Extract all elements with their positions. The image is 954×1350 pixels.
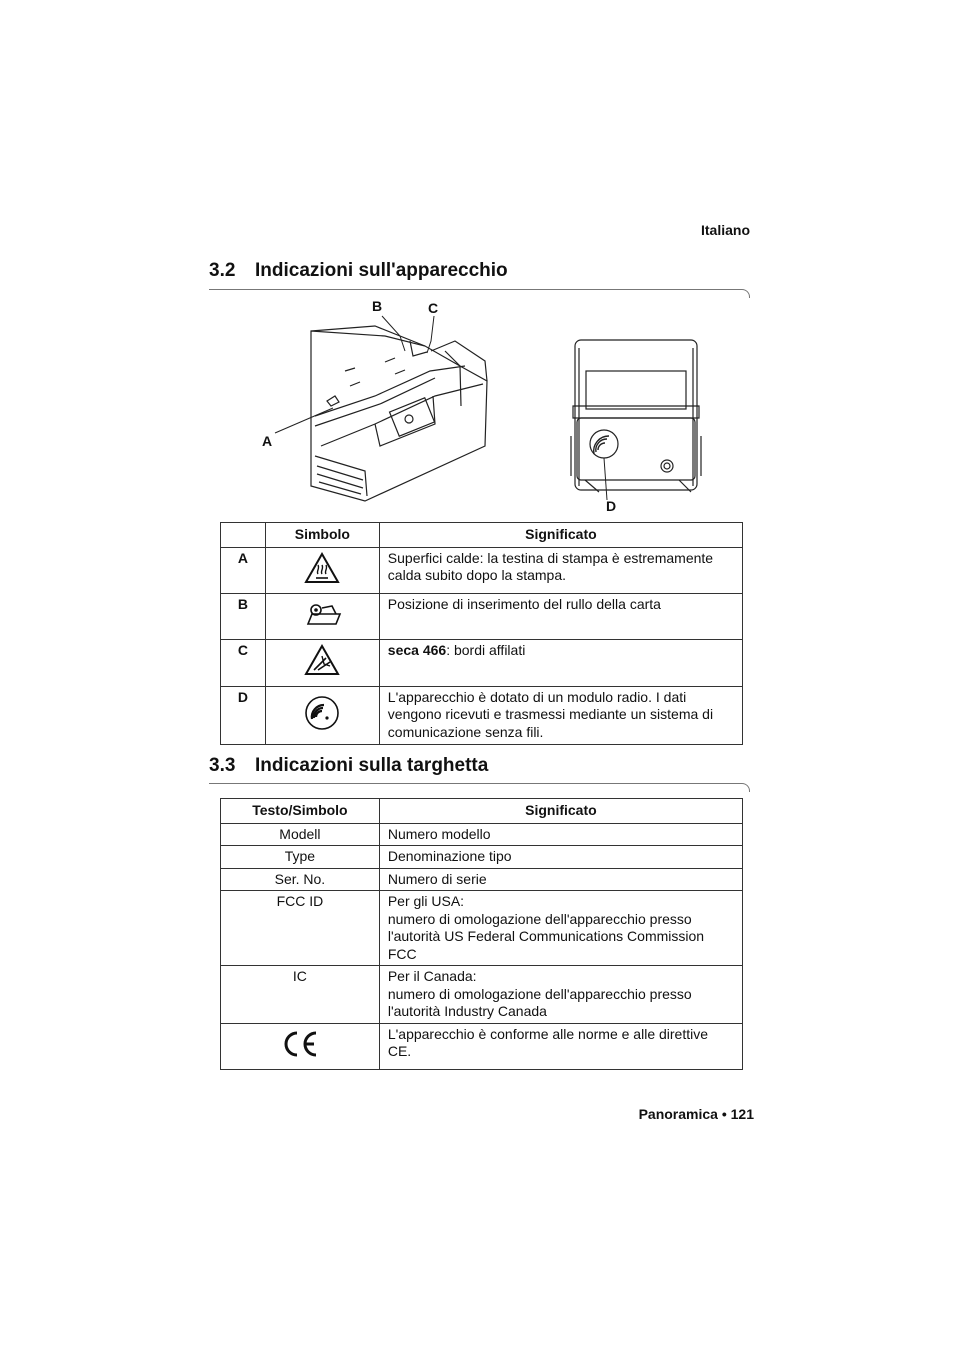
page-language-label: Italiano xyxy=(700,222,750,238)
row-label: FCC ID xyxy=(221,891,380,966)
column-header-meaning: Significato xyxy=(379,799,742,824)
callout-b: B xyxy=(372,298,383,314)
radio-module-icon xyxy=(265,686,379,744)
row-meaning: Posizione di inserimento del rullo della carta xyxy=(379,593,742,639)
section-rule xyxy=(209,783,750,792)
row-meaning: seca 466: bordi affilati xyxy=(379,639,742,686)
table-row xyxy=(221,593,743,639)
table-row xyxy=(221,891,743,966)
hot-surface-icon xyxy=(265,547,379,593)
row-meaning: Numero di serie xyxy=(379,868,742,891)
table-header-row xyxy=(221,799,743,824)
section-title: Indicazioni sulla targhetta xyxy=(255,755,489,776)
row-meaning: Superfici calde: la testina di stampa è estremamente calda subito dopo la stampa. xyxy=(379,547,742,593)
section-heading-3-2 xyxy=(209,260,508,282)
column-header xyxy=(221,523,266,548)
rating-plate-table xyxy=(220,798,743,1070)
row-meaning: L'apparecchio è conforme alle norme e alle direttive CE. xyxy=(379,1023,742,1069)
paper-roll-insert-icon xyxy=(265,593,379,639)
row-letter: A xyxy=(221,547,266,593)
table-header-row xyxy=(221,523,743,548)
row-letter: B xyxy=(221,593,266,639)
row-meaning: Per gli USA: numero di omologazione dell'apparecchio presso l'autorità US Federal Communications Commission FCC xyxy=(379,891,742,966)
section-number: 3.2 xyxy=(209,260,236,281)
table-row xyxy=(221,868,743,891)
row-label: Ser. No. xyxy=(221,868,380,891)
row-label: Modell xyxy=(221,823,380,846)
column-header-symbol: Simbolo xyxy=(265,523,379,548)
callout-d: D xyxy=(606,498,617,514)
table-row xyxy=(221,823,743,846)
row-meaning: Numero modello xyxy=(379,823,742,846)
section-number: 3.3 xyxy=(209,755,236,776)
section-heading-3-3 xyxy=(209,755,488,777)
table-row xyxy=(221,639,743,686)
table-row xyxy=(221,547,743,593)
table-row xyxy=(221,1023,743,1069)
table-row xyxy=(221,846,743,869)
page-footer: Panoramica • 121 xyxy=(638,1106,754,1122)
row-label: Type xyxy=(221,846,380,869)
row-letter: D xyxy=(221,686,266,744)
row-meaning: L'apparecchio è dotato di un modulo radio. I dati vengono ricevuti e trasmessi mediante un sistema di comunicazione senza fili. xyxy=(379,686,742,744)
ce-mark-icon xyxy=(221,1023,380,1069)
device-symbols-table xyxy=(220,522,743,745)
sharp-edges-icon xyxy=(265,639,379,686)
row-meaning: Per il Canada: numero di omologazione dell'apparecchio presso l'autorità Industry Canada xyxy=(379,966,742,1024)
row-label: IC xyxy=(221,966,380,1024)
callout-a: A xyxy=(262,433,273,449)
row-letter: C xyxy=(221,639,266,686)
callout-c: C xyxy=(428,300,439,316)
row-meaning: Denominazione tipo xyxy=(379,846,742,869)
column-header-meaning: Significato xyxy=(379,523,742,548)
section-title: Indicazioni sull'apparecchio xyxy=(255,260,508,281)
table-row xyxy=(221,686,743,744)
column-header-text-symbol: Testo/Simbolo xyxy=(221,799,380,824)
table-row xyxy=(221,966,743,1024)
device-illustration xyxy=(255,296,725,516)
